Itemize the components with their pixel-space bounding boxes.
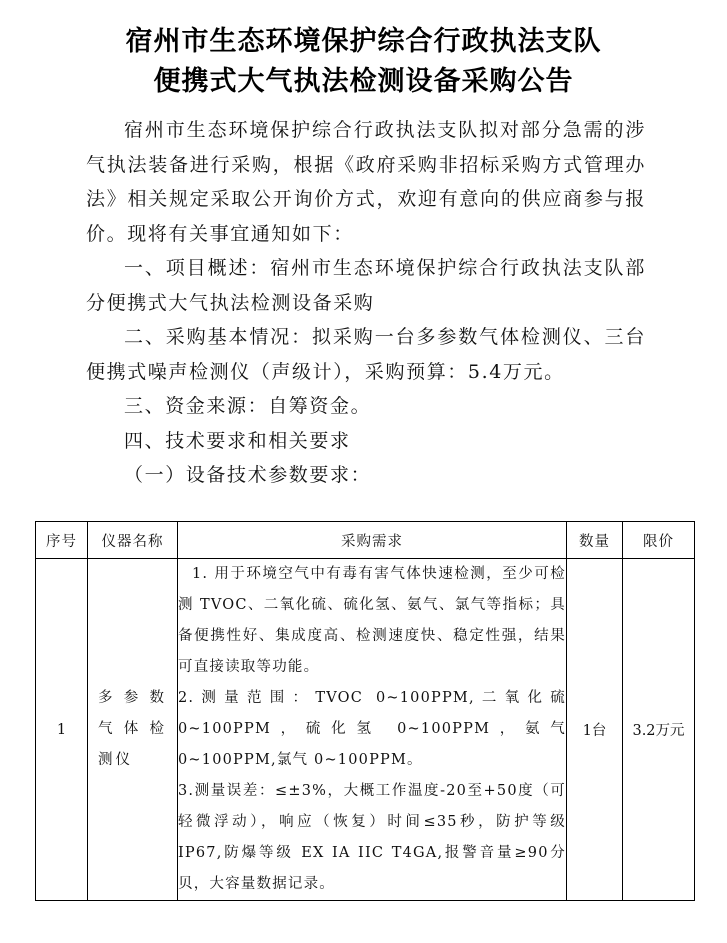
cell-price-limit: 3.2万元 — [623, 559, 695, 901]
cell-requirement — [178, 559, 567, 901]
title-line-2: 便携式大气执法检测设备采购公告 — [153, 66, 574, 97]
cell-quantity: 1台 — [567, 559, 623, 901]
section-procurement-basics: 二、采购基本情况：拟采购一台多参数气体检测仪、三台便携式噪声检测仪（声级计），采购预算：5.4万元。 — [86, 326, 646, 383]
header-no: 序号 — [36, 522, 88, 559]
requirement-item-1: 1. 用于环境空气中有毒有害气体快速检测，至少可检测 TVOC、二氧化硫、硫化氢、氨气、氯气等指标；具备便携性好、集成度高、检测速度快、稳定性强，结果可直接读取等功能。 — [178, 566, 566, 675]
header-instrument-name: 仪器名称 — [88, 522, 178, 559]
instrument-name-text: 多参数气体检测仪 — [98, 690, 167, 768]
document-title — [0, 22, 727, 102]
header-requirement: 采购需求 — [178, 522, 567, 559]
cell-no: 1 — [36, 559, 88, 901]
equipment-spec-table — [35, 521, 695, 901]
section-funding-source: 三、资金来源：自筹资金。 — [124, 395, 372, 417]
section-technical-requirements: 四、技术要求和相关要求 — [124, 429, 351, 452]
requirement-item-3: 3.测量误差：≤±3%，大概工作温度-20至+50度（可轻微浮动），响应（恢复）时间≤35秒，防护等级 IP67,防爆等级 EX IA IIC T4GA,报警音量≥90分贝，大容量数据记录。 — [178, 783, 566, 892]
subsection-equipment-parameters: （一）设备技术参数要求： — [124, 464, 372, 486]
title-line-1: 宿州市生态环境保护综合行政执法支队 — [125, 26, 602, 57]
intro-paragraph: 宿州市生态环境保护综合行政执法支队拟对部分急需的涉气执法装备进行采购，根据《政府采购非招标采购方式管理办法》相关规定采取公开询价方式，欢迎有意向的供应商参与报价。现将有关事宜通知如下： — [86, 119, 646, 245]
header-quantity: 数量 — [567, 522, 623, 559]
requirement-item-2: 2.测量范围：TVOC 0~100PPM,二氧化硫 0~100PPM，硫化氢 0~100PPM，氨气 0~100PPM,氯气 0~100PPM。 — [178, 690, 566, 768]
section-project-overview: 一、项目概述：宿州市生态环境保护综合行政执法支队部分便携式大气执法检测设备采购 — [86, 257, 646, 314]
header-price-limit: 限价 — [623, 522, 695, 559]
table-row — [36, 559, 695, 901]
cell-instrument-name — [88, 559, 178, 901]
notice-body — [86, 113, 646, 493]
table-header-row — [36, 522, 695, 559]
